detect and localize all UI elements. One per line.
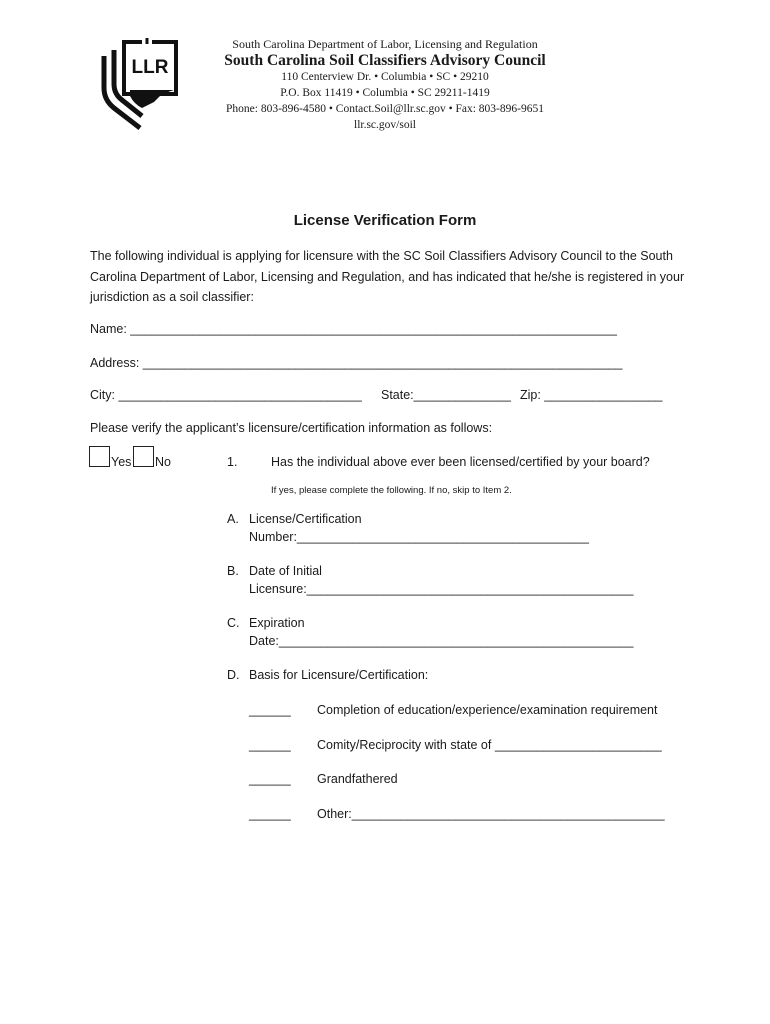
item-c-letter: C.	[227, 616, 240, 630]
name-field[interactable]: Name: ______________________________________________________________________	[90, 322, 617, 336]
basis-option-4-blank[interactable]: ______	[249, 807, 291, 821]
yes-checkbox[interactable]	[89, 446, 110, 467]
basis-option-4-label[interactable]: Other:_____________________________________________	[317, 807, 665, 821]
logo-text: LLR	[131, 57, 169, 78]
po-box-address: P.O. Box 11419 • Columbia • SC 29211-1419	[280, 87, 490, 99]
item-a-letter: A.	[227, 512, 239, 526]
initial-licensure-date-field[interactable]: Licensure:_______________________________________________	[249, 582, 634, 596]
street-address: 110 Centerview Dr. • Columbia • SC • 29210	[281, 71, 489, 83]
zip-field[interactable]: Zip: _________________	[520, 388, 663, 402]
basis-option-1-blank[interactable]: ______	[249, 703, 291, 717]
license-number-field[interactable]: Number:__________________________________________	[249, 530, 589, 544]
website: llr.sc.gov/soil	[354, 119, 416, 131]
basis-option-3-blank[interactable]: ______	[249, 772, 291, 786]
item-b-letter: B.	[227, 564, 239, 578]
city-field[interactable]: City: ___________________________________	[90, 388, 362, 402]
department-name: South Carolina Department of Labor, Licensing and Regulation	[232, 37, 538, 51]
basis-option-2-label[interactable]: Comity/Reciprocity with state of ________________________	[317, 738, 662, 752]
expiration-date-field[interactable]: Date:___________________________________________________	[249, 634, 634, 648]
no-label: No	[155, 455, 171, 469]
item-c-label: Expiration	[249, 616, 305, 630]
question-1-number: 1.	[227, 455, 238, 469]
verify-prompt: Please verify the applicant’s licensure/certification information as follows:	[90, 421, 493, 435]
question-1-note: If yes, please complete the following. If no, skip to Item 2.	[271, 485, 512, 496]
item-d-label: Basis for Licensure/Certification:	[249, 668, 429, 682]
no-checkbox[interactable]	[133, 446, 154, 467]
state-field[interactable]: State:______________	[381, 388, 511, 402]
item-b-label: Date of Initial	[249, 564, 322, 578]
item-d-letter: D.	[227, 668, 240, 682]
item-a-label: License/Certification	[249, 512, 362, 526]
llr-logo	[100, 38, 180, 130]
form-title: License Verification Form	[293, 212, 477, 229]
basis-option-3-label: Grandfathered	[317, 772, 398, 786]
basis-option-2-blank[interactable]: ______	[249, 738, 291, 752]
contact-info: Phone: 803-896-4580 • Contact.Soil@llr.sc.gov • Fax: 803-896-9651	[226, 103, 544, 115]
question-1-text: Has the individual above ever been licensed/certified by your board?	[271, 455, 650, 469]
basis-option-1-label: Completion of education/experience/examination requirement	[317, 703, 658, 717]
council-name: South Carolina Soil Classifiers Advisory Council	[224, 52, 546, 69]
yes-label: Yes	[111, 455, 132, 469]
address-field[interactable]: Address: _____________________________________________________________________	[90, 356, 623, 370]
intro-paragraph: The following individual is applying for licensure with the SC Soil Classifiers Advisory Council to the South Carolina Department of Labor, Licensing and Regulation, and has indicated that he/she is registered in your jurisdiction as a soil classifier:	[90, 249, 685, 304]
